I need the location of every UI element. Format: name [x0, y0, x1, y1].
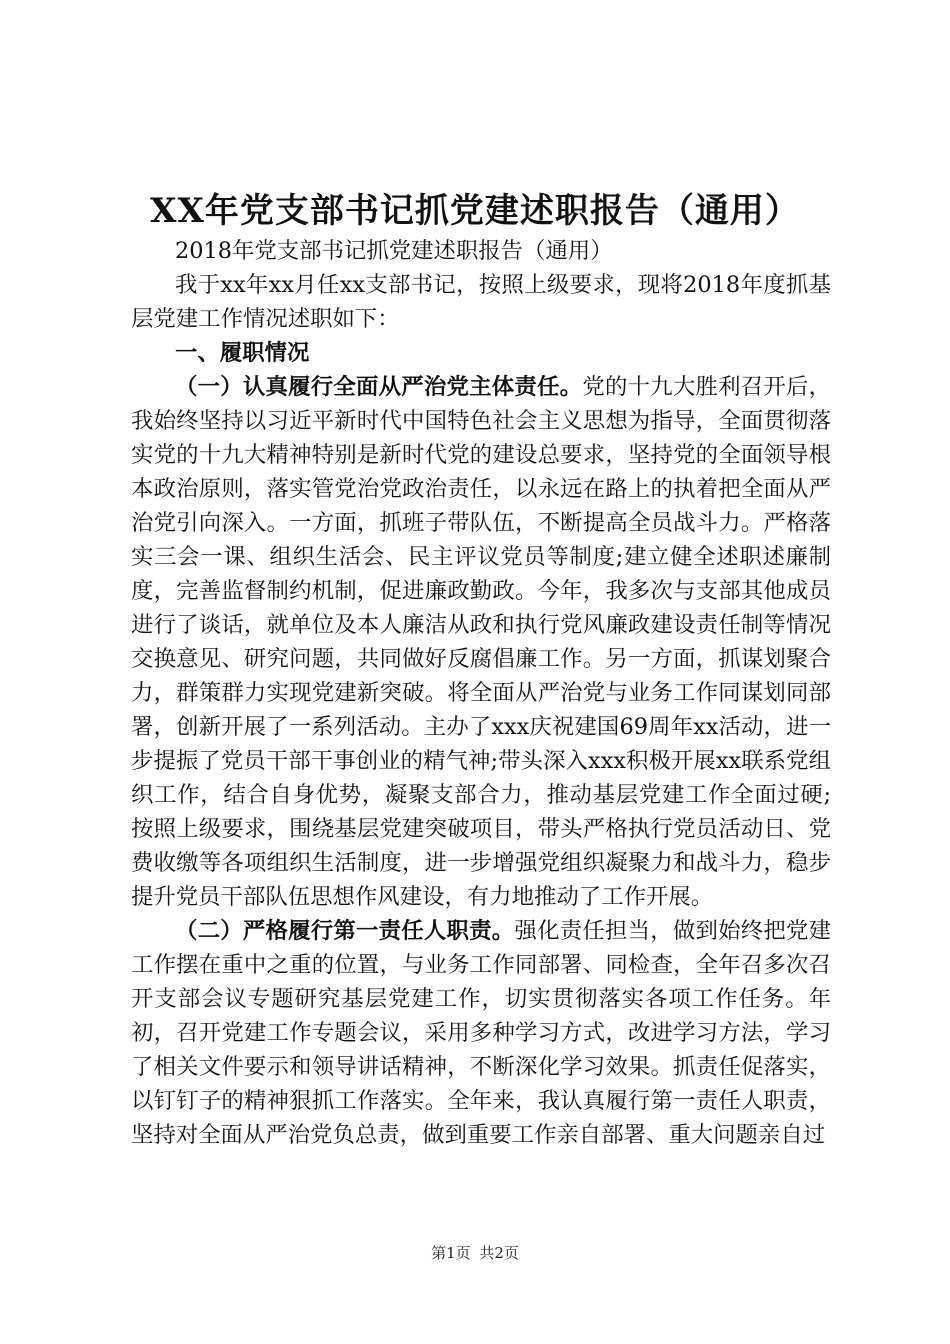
paragraph-2-lead: （二）严格履行第一责任人职责。 [175, 918, 515, 944]
document-body [131, 234, 831, 1152]
paragraph-1-text: 党的十九大胜利召开后，我始终坚持以习近平新时代中国特色社会主义思想为指导，全面贯彻落实党的十九大精神特别是新时代党的建设总要求，坚持党的全面领导根本政治原则，落实管党治党政治责任，以永远在路上的执着把全面从严治党引向深入。一方面，抓班子带队伍，不断提高全员战斗力。严格落实三会一课、组织生活会、民主评议党员等制度;建立健全述职述廉制度，完善监督制约机制，促进廉政勤政。今年，我多次与支部其他成员进行了谈话，就单位及本人廉洁从政和执行党风廉政建设责任制等情况交换意见、研究问题，共同做好反腐倡廉工作。另一方面，抓谋划聚合力，群策群力实现党建新突破。将全面从严治党与业务工作同谋划同部署，创新开展了一系列活动。主办了xxx庆祝建国69周年xx活动，进一步提振了党员干部干事创业的精气神;带头深入xxx积极开展xx联系党组织工作，结合自身优势，凝聚支部合力，推动基层党建工作全面过硬;按照上级要求，围绕基层党建突破项目，带头严格执行党员活动日、党费收缴等各项组织生活制度，进一步增强党组织凝聚力和战斗力，稳步提升党员干部队伍思想作风建设，有力地推动了工作开展。 [131, 374, 832, 910]
page-number: 第1页 [431, 1244, 471, 1262]
paragraph-2 [131, 914, 831, 1152]
page-footer [0, 1242, 950, 1263]
page-total: 共2页 [479, 1244, 519, 1262]
paragraph-2-text: 强化责任担当，做到始终把党建工作摆在重中之重的位置，与业务工作同部署、同检查，全年召多次召开支部会议专题研究基层党建工作，切实贯彻落实各项工作任务。年初，召开党建工作专题会议，采用多种学习方式，改进学习方法，学习了相关文件要示和领导讲话精神，不断深化学习效果。抓责任促落实，以钉钉子的精神狠抓工作落实。全年来，我认真履行第一责任人职责，坚持对全面从严治党负总责，做到重要工作亲自部署、重大问题亲自过 [131, 918, 832, 1148]
paragraph-1-lead: （一）认真履行全面从严治党主体责任。 [175, 374, 583, 400]
subtitle-line: 2018年党支部书记抓党建述职报告（通用） [175, 238, 613, 264]
section-heading: 一、履职情况 [175, 340, 310, 366]
document-title: XX年党支部书记抓党建述职报告（通用） [150, 191, 800, 231]
paragraph-1 [131, 370, 831, 914]
intro-paragraph: 我于xx年xx月任xx支部书记，按照上级要求，现将2018年度抓基层党建工作情况述职如下： [131, 272, 831, 332]
